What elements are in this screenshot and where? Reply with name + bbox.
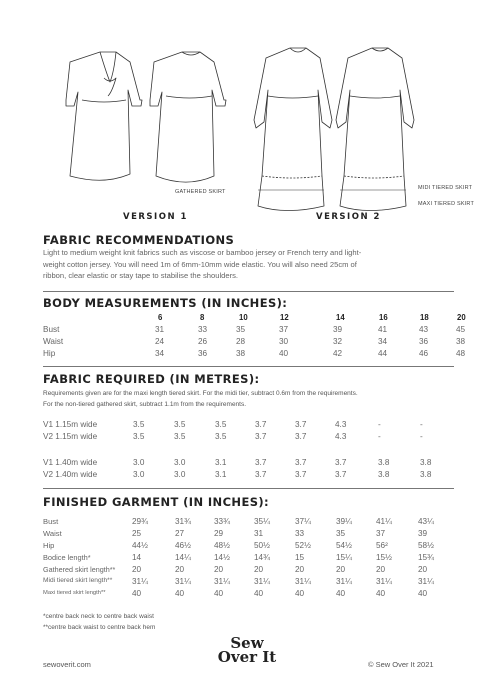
midi-tiered-skirt-label: MIDI TIERED SKIRT — [418, 185, 473, 191]
footnote: *centre back neck to centre back waist — [43, 613, 154, 620]
version1-front-sketch — [66, 52, 142, 180]
cell: 46½ — [175, 541, 191, 550]
cell: 14½ — [214, 553, 230, 562]
cell: 20 — [295, 565, 305, 574]
row-label: V1 1.15m wide — [43, 420, 98, 429]
cell: - — [378, 420, 381, 429]
cell: 3.5 — [133, 420, 145, 429]
fabric-recommendations-heading: FABRIC RECOMMENDATIONS — [43, 233, 235, 247]
cell: 3.8 — [378, 470, 390, 479]
cell: 41 — [378, 325, 388, 334]
cell: 14¼ — [175, 553, 191, 562]
cell: 40 — [279, 349, 289, 358]
cell: 31 — [155, 325, 165, 334]
cell: 31¼ — [376, 577, 392, 586]
size-header: 16 — [379, 313, 388, 322]
cell: - — [420, 432, 423, 441]
cell: 3.7 — [295, 458, 307, 467]
row-label: V2 1.40m wide — [43, 470, 98, 479]
cell: 4.3 — [335, 432, 347, 441]
copyright-text: © Sew Over It 2021 — [368, 660, 434, 669]
cell: 40 — [214, 589, 224, 598]
cell: - — [420, 420, 423, 429]
cell: 31¼ — [254, 577, 270, 586]
cell: 40 — [254, 589, 264, 598]
cell: 3.0 — [133, 470, 145, 479]
table-row — [43, 470, 463, 480]
row-label: Midi tiered skirt length** — [43, 577, 113, 584]
table-row — [43, 565, 463, 575]
cell: 44½ — [132, 541, 148, 550]
cell: 3.7 — [295, 432, 307, 441]
cell: 3.0 — [174, 458, 186, 467]
cell: 37 — [376, 529, 386, 538]
cell: 20 — [214, 565, 224, 574]
table-row — [43, 325, 466, 335]
fabric-required-note — [43, 389, 463, 410]
cell: 39¼ — [336, 517, 352, 526]
table-row — [43, 541, 463, 551]
cell: 3.7 — [335, 470, 347, 479]
cell: 40 — [336, 589, 346, 598]
cell: 3.7 — [295, 420, 307, 429]
cell: 31¼ — [132, 577, 148, 586]
cell: 33 — [198, 325, 208, 334]
note-line: For the non-tiered gathered skirt, subtract 1.1m from the requirements. — [43, 400, 247, 408]
cell: 38 — [236, 349, 246, 358]
table-row — [43, 589, 463, 599]
cell: 28 — [236, 337, 246, 346]
cell: 54½ — [336, 541, 352, 550]
paragraph-line: weight cotton jersey. You will need 1m of 6mm-10mm wide elastic. You will also need 25cm of — [43, 259, 357, 269]
cell: 41¼ — [376, 517, 392, 526]
maxi-tiered-skirt-label: MAXI TIERED SKIRT — [418, 201, 475, 207]
cell: 58½ — [418, 541, 434, 550]
paragraph-line: Light to medium weight knit fabrics such as viscose or bamboo jersey or French terry and light- — [43, 248, 362, 257]
cell: 39 — [333, 325, 343, 334]
cell: 31¾ — [175, 517, 191, 526]
cell: 37¼ — [295, 517, 311, 526]
row-label: Waist — [43, 337, 64, 346]
table-row — [43, 577, 463, 587]
cell: 35 — [336, 529, 346, 538]
cell: 31 — [254, 529, 264, 538]
row-label: Hip — [43, 541, 55, 550]
cell: 15 — [295, 553, 305, 562]
version2-front-sketch — [254, 48, 332, 211]
garment-illustrations — [0, 0, 493, 230]
cell: 3.1 — [215, 458, 227, 467]
footnotes — [43, 612, 155, 633]
table-row — [43, 553, 463, 563]
cell: 36 — [419, 337, 429, 346]
size-header: 18 — [420, 313, 429, 322]
cell: 56² — [376, 541, 388, 550]
cell: 3.7 — [295, 470, 307, 479]
paragraph-line: ribbon, clear elastic or stay tape to stabilise the shoulders. — [43, 271, 239, 280]
cell: 48½ — [214, 541, 230, 550]
cell: 3.5 — [215, 432, 227, 441]
cell: 31¼ — [214, 577, 230, 586]
cell: 3.7 — [255, 420, 267, 429]
version-1-label: VERSION 1 — [123, 212, 188, 222]
table-row — [43, 529, 463, 539]
cell: 24 — [155, 337, 165, 346]
cell: 20 — [418, 565, 428, 574]
cell: 43 — [419, 325, 429, 334]
table-row — [43, 517, 463, 527]
size-header: 10 — [239, 313, 248, 322]
divider — [43, 291, 454, 292]
cell: 43¼ — [418, 517, 434, 526]
row-label: Maxi tiered skirt length** — [43, 590, 106, 596]
cell: 3.7 — [255, 432, 267, 441]
cell: 45 — [456, 325, 466, 334]
row-label: Bust — [43, 325, 60, 334]
logo-line: Over It — [217, 648, 277, 666]
cell: 44 — [378, 349, 388, 358]
size-header: 8 — [200, 313, 205, 322]
cell: 3.7 — [255, 458, 267, 467]
cell: 26 — [198, 337, 208, 346]
size-header: 6 — [158, 313, 163, 322]
cell: 3.1 — [215, 470, 227, 479]
table-row — [43, 420, 463, 430]
cell: 15¼ — [336, 553, 352, 562]
cell: 30 — [279, 337, 289, 346]
row-label: Hip — [43, 349, 56, 358]
row-label: Bodice length* — [43, 553, 91, 562]
cell: 40 — [132, 589, 142, 598]
cell: 34 — [155, 349, 165, 358]
cell: - — [378, 432, 381, 441]
cell: 31¼ — [295, 577, 311, 586]
cell: 31¼ — [336, 577, 352, 586]
cell: 25 — [132, 529, 142, 538]
cell: 38 — [456, 337, 466, 346]
cell: 48 — [456, 349, 466, 358]
cell: 3.8 — [420, 470, 432, 479]
size-header: 14 — [336, 313, 345, 322]
cell: 32 — [333, 337, 343, 346]
body-measurements-heading: BODY MEASUREMENTS (IN INCHES): — [43, 296, 288, 310]
cell: 20 — [132, 565, 142, 574]
cell: 35¼ — [254, 517, 270, 526]
divider — [43, 366, 454, 367]
finished-garment-heading: FINISHED GARMENT (IN INCHES): — [43, 495, 270, 509]
row-label: Waist — [43, 529, 62, 538]
cell: 40 — [376, 589, 386, 598]
cell: 3.7 — [335, 458, 347, 467]
table-row — [43, 337, 466, 347]
cell: 14¾ — [254, 553, 270, 562]
cell: 34 — [378, 337, 388, 346]
footnote: **centre back waist to centre back hem — [43, 623, 156, 631]
cell: 29 — [214, 529, 224, 538]
website-text: sewoverit.com — [43, 660, 91, 669]
cell: 3.0 — [133, 458, 145, 467]
row-label: Bust — [43, 517, 59, 526]
size-header: 12 — [280, 313, 289, 322]
cell: 15¾ — [418, 553, 434, 562]
table-row — [43, 432, 463, 442]
cell: 20 — [254, 565, 264, 574]
cell: 3.8 — [378, 458, 390, 467]
fabric-recommendations-text — [43, 247, 453, 282]
cell: 29¾ — [132, 517, 148, 526]
cell: 20 — [376, 565, 386, 574]
cell: 27 — [175, 529, 185, 538]
cell: 3.7 — [255, 470, 267, 479]
note-line: Requirements given are for the maxi length tiered skirt. For the midi tier, subtract 0.6m from the requirements. — [43, 390, 358, 397]
version1-back-sketch — [150, 52, 226, 182]
cell: 15½ — [376, 553, 392, 562]
cell: 3.5 — [174, 432, 186, 441]
version2-back-sketch — [336, 48, 414, 211]
cell: 42 — [333, 349, 343, 358]
cell: 46 — [419, 349, 429, 358]
cell: 40 — [295, 589, 305, 598]
cell: 40 — [175, 589, 185, 598]
gathered-skirt-label: GATHERED SKIRT — [175, 189, 226, 195]
logo-line: Sew — [230, 634, 264, 652]
cell: 4.3 — [335, 420, 347, 429]
cell: 31¼ — [175, 577, 191, 586]
cell: 20 — [175, 565, 185, 574]
cell: 50½ — [254, 541, 270, 550]
row-label: V2 1.15m wide — [43, 432, 98, 441]
cell: 33 — [295, 529, 305, 538]
cell: 39 — [418, 529, 428, 538]
row-label: Gathered skirt length** — [43, 565, 116, 574]
version-2-label: VERSION 2 — [316, 212, 381, 222]
cell: 3.0 — [174, 470, 186, 479]
cell: 31¼ — [418, 577, 434, 586]
fabric-required-heading: FABRIC REQUIRED (IN METRES): — [43, 372, 260, 386]
cell: 3.5 — [215, 420, 227, 429]
cell: 3.8 — [420, 458, 432, 467]
table-row — [43, 458, 463, 468]
cell: 40 — [418, 589, 428, 598]
row-label: V1 1.40m wide — [43, 458, 98, 467]
cell: 33¾ — [214, 517, 230, 526]
table-row — [43, 349, 466, 359]
size-header: 20 — [457, 313, 466, 322]
cell: 37 — [279, 325, 289, 334]
cell: 20 — [336, 565, 346, 574]
cell: 14 — [132, 553, 142, 562]
cell: 36 — [198, 349, 208, 358]
cell: 3.5 — [133, 432, 145, 441]
divider — [43, 488, 454, 489]
size-header-row — [43, 313, 466, 323]
sew-over-it-logo — [212, 636, 282, 664]
cell: 3.5 — [174, 420, 186, 429]
cell: 52½ — [295, 541, 311, 550]
cell: 35 — [236, 325, 246, 334]
